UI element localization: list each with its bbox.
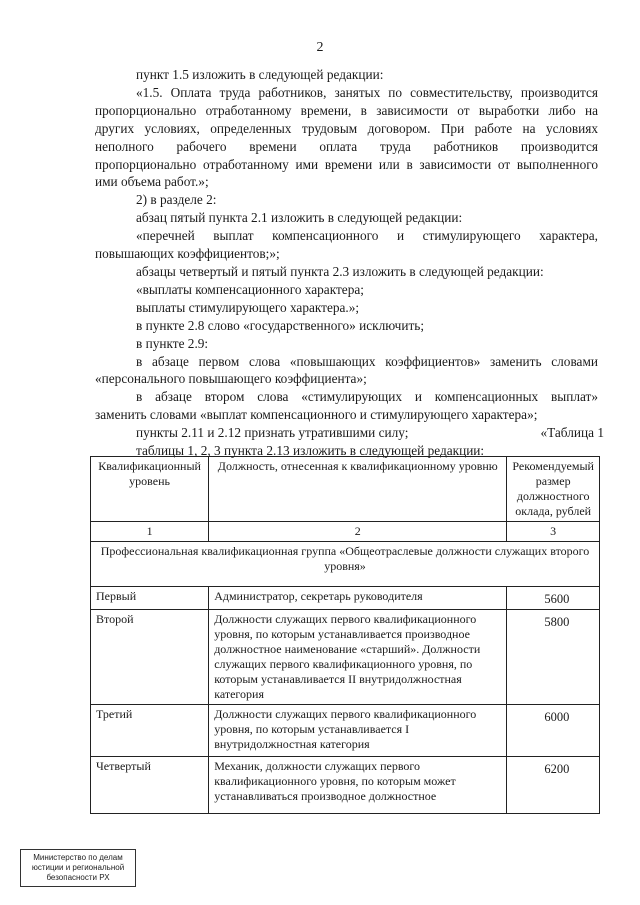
salary-value: 5800 — [544, 615, 570, 629]
salary-cell — [507, 587, 600, 610]
paragraph: «выплаты компенсационного характера; — [136, 281, 364, 297]
stamp-line: Министерство по делам — [33, 853, 123, 862]
column-number: 2 — [209, 522, 507, 542]
column-number-row — [91, 522, 600, 542]
document-body — [95, 66, 598, 460]
paragraph: в пункте 2.9: — [136, 335, 209, 351]
salary-value: 6200 — [544, 762, 570, 776]
paragraph: повышающих коэффициентов;»; — [95, 246, 280, 262]
paragraph: «персонального повышающего коэффициента»; — [95, 371, 367, 387]
table-header-row — [91, 457, 600, 522]
column-number: 3 — [507, 522, 600, 542]
table-label: «Таблица 1 — [540, 425, 604, 440]
position-cell: Администратор, секретарь руководителя — [209, 587, 507, 610]
paragraph: в абзаце первом слова «повышающих коэффициентов» заменить словами — [136, 353, 598, 369]
position-cell: Должности служащих первого квалификационного уровня, по которым устанавливается I внутридолжностная категория — [209, 705, 507, 757]
paragraph: пропорционально отработанному ими времени или в зависимости от выполненного — [95, 156, 598, 172]
paragraph: «перечней выплат компенсационного и стимулирующего характера, — [136, 228, 598, 244]
position-cell: Механик, должности служащих первого квалификационного уровня, по которым может устанавливаться производное должностное — [209, 757, 507, 814]
table-row — [91, 610, 600, 705]
stamp-line: безопасности РХ — [46, 873, 110, 882]
qualification-table — [90, 456, 600, 814]
paragraph: неполного рабочего времени оплата труда работников производится — [95, 138, 598, 154]
level-cell: Первый — [91, 587, 209, 610]
header-cell: Квалификационный уровень — [91, 457, 209, 522]
header-cell: Должность, отнесенная к квалификационному уровню — [209, 457, 507, 522]
paragraph: выплаты стимулирующего характера.»; — [136, 299, 360, 315]
paragraph: абзацы четвертый и пятый пункта 2.3 изложить в следующей редакции: — [136, 263, 544, 279]
group-row — [91, 542, 600, 587]
column-number: 1 — [91, 522, 209, 542]
table-row — [91, 757, 600, 814]
paragraph: в абзаце втором слова «стимулирующих и компенсационных выплат» — [136, 389, 598, 405]
level-cell: Третий — [91, 705, 209, 757]
paragraph: пункты 2.11 и 2.12 признать утратившими силу; — [136, 425, 409, 441]
salary-cell — [507, 705, 600, 757]
paragraph: таблицы 1, 2, 3 пункта 2.13 изложить в следующей редакции: — [136, 443, 485, 459]
paragraph: «1.5. Оплата труда работников, занятых по совместительству, производится — [136, 84, 598, 100]
paragraph: пропорционально отработанному времени, в зависимости от выработки либо на — [95, 102, 598, 118]
salary-value: 5600 — [544, 592, 570, 606]
table-row — [91, 587, 600, 610]
paragraph: заменить словами «выплат компенсационного и стимулирующего характера»; — [95, 407, 538, 423]
page-number: 2 — [316, 40, 324, 55]
paragraph: 2) в разделе 2: — [136, 192, 217, 208]
salary-value: 6000 — [544, 710, 570, 724]
stamp-line: юстиции и региональной — [31, 863, 125, 872]
paragraph: ими объема работ.»; — [95, 174, 209, 190]
group-title: Профессиональная квалификационная группа «Общеотраслевые должности служащих второго уровня» — [91, 542, 600, 587]
paragraph: других условиях, определенных трудовым договором. При работе на условиях — [95, 120, 598, 136]
paragraph: пункт 1.5 изложить в следующей редакции: — [136, 67, 384, 82]
level-cell: Четвертый — [91, 757, 209, 814]
paragraph: абзац пятый пункта 2.1 изложить в следующей редакции: — [136, 210, 463, 226]
position-cell: Должности служащих первого квалификационного уровня, по которым устанавливается производное должностное наименование «старший». Должности служащих первого квалификационного уровня, по которым устанавливается II внутридолжностная категория — [209, 610, 507, 705]
header-cell: Рекомендуемый размер должностного оклада, рублей — [507, 457, 600, 522]
level-cell: Второй — [91, 610, 209, 705]
paragraph: в пункте 2.8 слово «государственного» исключить; — [136, 317, 425, 333]
ministry-stamp — [20, 849, 136, 887]
table-row — [91, 705, 600, 757]
salary-cell — [507, 757, 600, 814]
salary-cell — [507, 610, 600, 705]
